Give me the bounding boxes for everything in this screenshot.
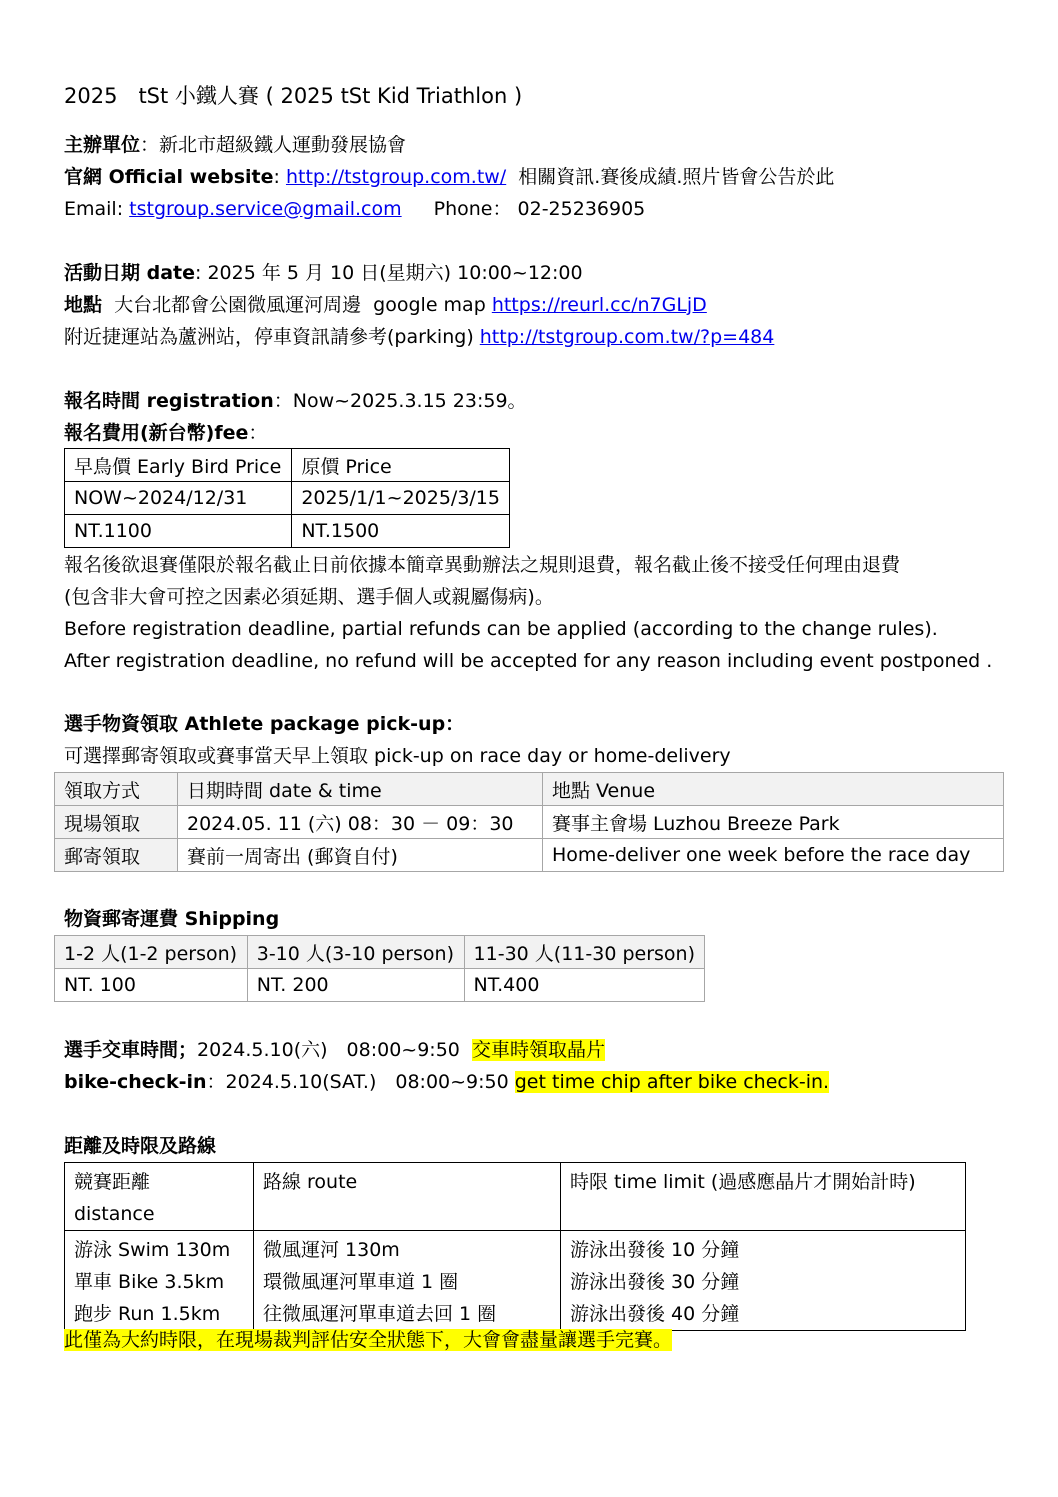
- pickup-cell: 地點 Venue: [543, 773, 1004, 806]
- pickup-row: [55, 839, 1004, 872]
- route-distance-swim: 游泳 Swim 130m: [74, 1239, 231, 1261]
- checkin-zh-highlight: 交車時領取晶片: [471, 1039, 605, 1061]
- route-distance-cell: [65, 1231, 254, 1331]
- map-link[interactable]: https://reurl.cc/n7GLjD: [491, 294, 707, 316]
- email-label: Email:: [64, 198, 130, 220]
- fee-row: [65, 515, 510, 548]
- pickup-cell: 賽事主會場 Luzhou Breeze Park: [543, 806, 1004, 839]
- checkin-zh-value: 2024.5.10(六) 08:00~9:50: [197, 1039, 472, 1061]
- checkin-en-highlight: get time chip after bike check-in.: [514, 1071, 830, 1093]
- registration-label: 報名時間 registration: [64, 390, 274, 412]
- parking-line: [64, 325, 774, 349]
- organizer-label: 主辦單位: [64, 134, 141, 156]
- route-limit-bike: 游泳出發後 30 分鐘: [570, 1271, 740, 1293]
- website-note: 相關資訊.賽後成績.照片皆會公告於此: [506, 166, 835, 188]
- fee-heading: [64, 421, 267, 445]
- parking-text: 附近捷運站為蘆洲站，停車資訊請參考(parking): [64, 326, 480, 348]
- shipping-cell: NT.400: [464, 969, 704, 1002]
- date-value: : 2025 年 5 月 10 日(星期六) 10:00~12:00: [195, 262, 583, 284]
- website-link[interactable]: http://tstgroup.com.tw/: [285, 166, 507, 188]
- route-heading: [64, 1134, 216, 1158]
- contact-line: [64, 197, 645, 221]
- website-label: 官網 Official website: [64, 166, 274, 188]
- route-limit-swim: 游泳出發後 10 分鐘: [570, 1239, 740, 1261]
- pickup-subtitle: 可選擇郵寄領取或賽事當天早上領取 pick-up on race day or home-delivery: [64, 745, 731, 767]
- shipping-row: [55, 969, 705, 1002]
- shipping-header-row: [55, 936, 705, 969]
- location-line: [64, 293, 707, 317]
- route-route-run: 往微風運河單車道去回 1 圈: [263, 1303, 497, 1325]
- route-header-distance-en: distance: [74, 1203, 155, 1225]
- route-body-row: [65, 1231, 966, 1331]
- website-line: [64, 165, 834, 189]
- parking-link[interactable]: http://tstgroup.com.tw/?p=484: [479, 326, 775, 348]
- route-header-row: [65, 1163, 966, 1231]
- route-heading-text: 距離及時限及路線: [64, 1135, 217, 1157]
- route-note: 此僅為大約時限，在現場裁判評估安全狀態下，大會會盡量讓選手完賽。: [64, 1329, 673, 1351]
- route-header-distance: [65, 1163, 254, 1231]
- fee-label: 報名費用(新台幣)fee: [64, 422, 249, 444]
- pickup-cell: 日期時間 date & time: [178, 773, 543, 806]
- route-header-limit: 時限 time limit (過感應晶片才開始計時): [561, 1163, 966, 1231]
- pickup-cell: Home-deliver one week before the race day: [543, 839, 1004, 872]
- route-limit-cell: [561, 1231, 966, 1331]
- refund-en-line-2: After registration deadline, no refund will be accepted for any reason including event postponed .: [64, 650, 993, 672]
- pickup-heading: [64, 712, 464, 736]
- shipping-heading: [64, 907, 279, 931]
- route-route-cell: [254, 1231, 561, 1331]
- email-link[interactable]: tstgroup.service@gmail.com: [129, 198, 402, 220]
- route-distance-run: 跑步 Run 1.5km: [74, 1303, 221, 1325]
- fee-table: [64, 448, 510, 548]
- route-distance-bike: 單車 Bike 3.5km: [74, 1271, 225, 1293]
- checkin-en-value: ：2024.5.10(SAT.) 08:00~9:50: [206, 1071, 515, 1093]
- pickup-cell: 現場領取: [55, 806, 178, 839]
- route-note-line: [64, 1328, 672, 1352]
- checkin-zh-label: 選手交車時間；: [64, 1039, 198, 1061]
- pickup-cell: 領取方式: [55, 773, 178, 806]
- shipping-cell: 3-10 人(3-10 person): [247, 936, 464, 969]
- date-line: [64, 261, 583, 285]
- shipping-cell: 11-30 人(11-30 person): [464, 936, 704, 969]
- date-label: 活動日期 date: [64, 262, 196, 284]
- refund-zh-line-2: (包含非大會可控之因素必須延期、選手個人或親屬傷病)。: [64, 586, 554, 608]
- fee-row: [65, 449, 510, 482]
- phone-text: Phone： 02-25236905: [433, 198, 646, 220]
- refund-en-line-1: Before registration deadline, partial refunds can be applied (according to the change rules).: [64, 618, 938, 640]
- shipping-cell: 1-2 人(1-2 person): [55, 936, 248, 969]
- shipping-heading-text: 物資郵寄運費 Shipping: [64, 908, 280, 930]
- fee-colon: ：: [248, 422, 268, 444]
- fee-cell: 原價 Price: [292, 449, 510, 482]
- route-header-distance-zh: 競賽距離: [74, 1171, 151, 1193]
- pickup-table: [54, 772, 1004, 872]
- route-table: [64, 1162, 966, 1331]
- fee-cell: NT.1100: [65, 515, 292, 548]
- refund-zh-line-1: 報名後欲退賽僅限於報名截止日前依據本簡章異動辦法之規則退費，報名截止後不接受任何理由退費: [64, 554, 901, 576]
- fee-cell: 2025/1/1~2025/3/15: [292, 482, 510, 515]
- checkin-en-label: bike-check-in: [64, 1071, 207, 1093]
- document-title: 2025 tSt 小鐵人賽 ( 2025 tSt Kid Triathlon ): [64, 84, 523, 108]
- organizer-value: ：新北市超級鐵人運動發展協會: [140, 134, 407, 156]
- fee-cell: NOW~2024/12/31: [65, 482, 292, 515]
- pickup-heading-text: 選手物資領取 Athlete package pick-up：: [64, 713, 465, 735]
- pickup-cell: 郵寄領取: [55, 839, 178, 872]
- route-header-route: 路線 route: [254, 1163, 561, 1231]
- shipping-table: [54, 935, 705, 1002]
- registration-value: ：Now~2025.3.15 23:59。: [273, 390, 527, 412]
- registration-line: [64, 389, 527, 413]
- shipping-cell: NT. 100: [55, 969, 248, 1002]
- fee-row: [65, 482, 510, 515]
- shipping-cell: NT. 200: [247, 969, 464, 1002]
- checkin-en-line: [64, 1070, 829, 1094]
- route-limit-run: 游泳出發後 40 分鐘: [570, 1303, 740, 1325]
- location-value: 大台北都會公園微風運河周邊 google map: [102, 294, 492, 316]
- fee-cell: NT.1500: [292, 515, 510, 548]
- fee-cell: 早鳥價 Early Bird Price: [65, 449, 292, 482]
- organizer-line: [64, 133, 406, 157]
- location-label: 地點: [64, 294, 103, 316]
- pickup-row: [55, 806, 1004, 839]
- pickup-cell: 2024.05. 11 (六) 08：30 － 09：30: [178, 806, 543, 839]
- website-sep: :: [273, 166, 286, 188]
- pickup-header-row: [55, 773, 1004, 806]
- checkin-zh-line: [64, 1038, 605, 1062]
- route-route-bike: 環微風運河單車道 1 圈: [263, 1271, 459, 1293]
- pickup-cell: 賽前一周寄出 (郵資自付): [178, 839, 543, 872]
- route-route-swim: 微風運河 130m: [263, 1239, 400, 1261]
